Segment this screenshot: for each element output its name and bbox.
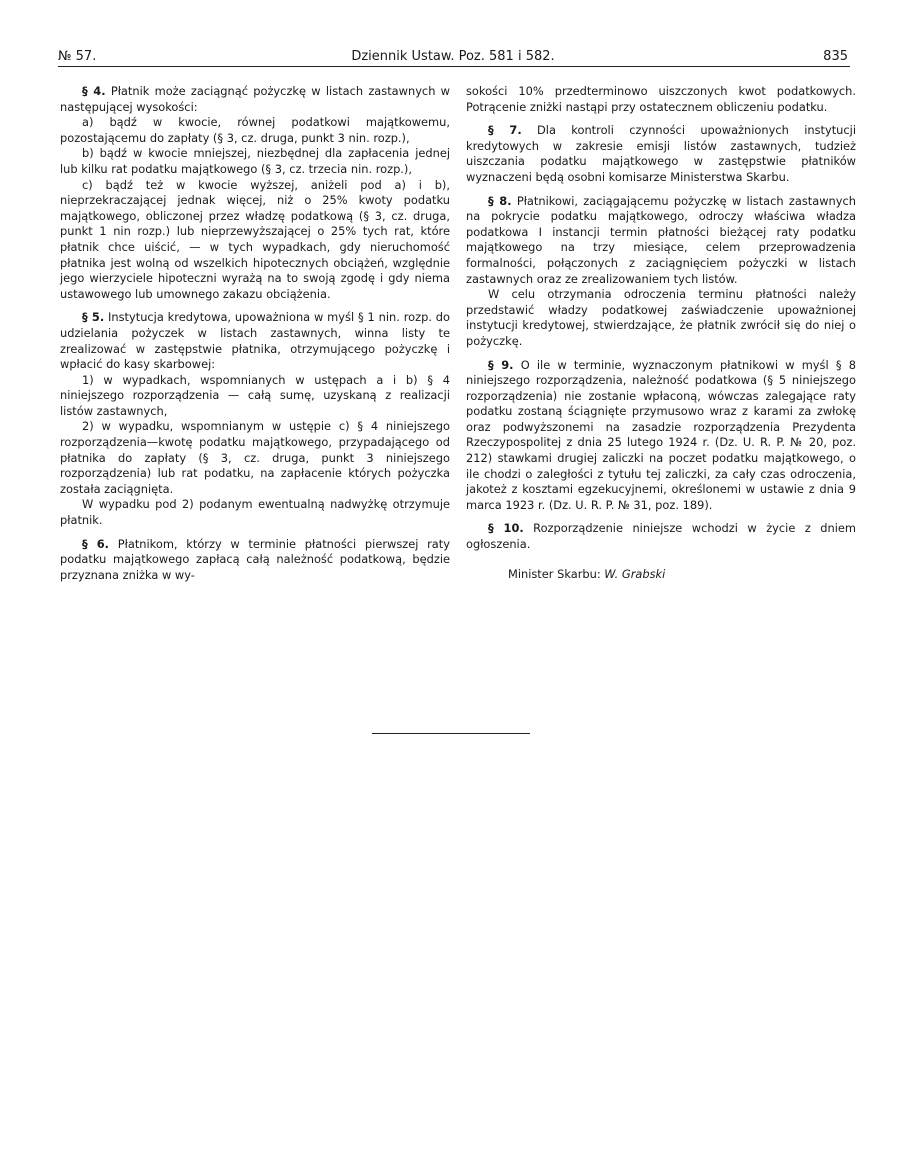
- paragraph-text: Dla kontroli czynności upoważnionych instytucji kredytowych w zakresie emisji listów zastawnych, tudzież uiszczania podatku majątkowego w zastępstwie płatników wyznaczeni będą osobni komisarze Ministerstwa Skarbu.: [466, 123, 856, 184]
- paragraph: [60, 84, 450, 115]
- paragraph-text: c) bądź też w kwocie wyższej, aniżeli pod a) i b), nieprzekraczającej jednak więcej, niż o 25% kwoty podatku majątkowego, obliczonej przez władzę podatkową (§ 3, cz. druga, punkt 1 nin rozp.) lub nieprzewyższającej o 25% tych rat, które płatnik chce uiścić, — w tych wypadkach, gdy nieruchomość płatnika jest wolną od wszelkich hipotecznych obciążeń, względnie jego wierzyciele hipoteczni wyrażą na to swoją zgodę i gdy niema ustawowego lub umownego zakazu obciążenia.: [60, 177, 450, 301]
- signature-label: Minister Skarbu:: [508, 566, 601, 581]
- section-marker: § 9.: [488, 357, 514, 372]
- header-divider: [58, 66, 850, 67]
- paragraph-text: O ile w terminie, wyznaczonym płatnikowi w myśl § 8 niniejszego rozporządzenia, należność podatkowa (§ 5 niniejszego rozporządzenia) nie zostanie wpłaconą, wówczas zalegające raty podatku zostaną ściągnięte przymusowo wraz z karami za zwłokę oraz podwyższonemi na zasadzie rozporządzenia Prezydenta Rzeczypospolitej z dnia 25 lutego 1924 r. (Dz. U. R. P. № 20, poz. 212) stawkami drugiej zaliczki na poczet podatku majątkowego, o ile chodzi o zaległości z tytułu tej zaliczki, za cały czas odroczenia, jakoteż z kosztami egzekucyjnemi, określonemi w ustawie z dnia 9 marca 1923 r. (Dz. U. R. P. № 31, poz. 189).: [466, 357, 856, 512]
- section-marker: § 8.: [488, 193, 512, 208]
- paragraph-text: b) bądź w kwocie mniejszej, niezbędnej dla zapłacenia jednej lub kilku rat podatku majątkowego (§ 3, cz. trzecia nin. rozp.),: [60, 146, 450, 176]
- issue-number: № 57.: [58, 49, 97, 64]
- paragraph: [466, 521, 856, 552]
- right-column: [466, 84, 856, 582]
- paragraph: [466, 287, 856, 349]
- page-number: 835: [823, 49, 848, 64]
- page-header: [58, 47, 848, 67]
- paragraph-text: a) bądź w kwocie, równej podatkowi majątkowemu, pozostającemu do zapłaty (§ 3, cz. druga, punkt 3 nin. rozp.),: [60, 115, 450, 145]
- paragraph-text: W wypadku pod 2) podanym ewentualną nadwyżkę otrzymuje płatnik.: [60, 497, 450, 528]
- paragraph: [60, 310, 450, 372]
- paragraph-text: Rozporządzenie niniejsze wchodzi w życie z dniem ogłoszenia.: [466, 521, 856, 552]
- paragraph-text: Instytucja kredytowa, upoważniona w myśl § 1 nin. rozp. do udzielania pożyczek w listach zastawnych, winna listy te zrealizować w zastępstwie płatnika, otrzymującego pożyczkę i wpłacić do kasy skarbowej:: [60, 310, 450, 372]
- paragraph: [466, 84, 856, 115]
- paragraph-text: Płatnikowi, zaciągającemu pożyczkę w listach zastawnych na pokrycie podatku majątkowego, odroczy właściwa władza podatkowa I instancji termin płatności bieżącej raty podatku majątkowego na trzy miesiące, celem przeprowadzenia formalności, połączonych z zaciągnięciem pożyczki w listach zastawnych oraz ze zrealizowaniem tych listów.: [466, 193, 856, 286]
- paragraph-text: sokości 10% przedterminowo uiszczonych kwot podatkowych. Potrącenie zniżki nastąpi przy ostatecznem obliczeniu podatku.: [466, 84, 856, 114]
- section-marker: § 4.: [82, 84, 106, 98]
- paragraph: [60, 537, 450, 584]
- section-marker: § 7.: [488, 123, 522, 138]
- paragraph-text: 1) w wypadkach, wspomnianych w ustępach a i b) § 4 niniejszego rozporządzenia — całą sumę, uzyskaną z realizacji listów zastawnych,: [60, 372, 450, 418]
- paragraph-text: W celu otrzymania odroczenia terminu płatności należy przedstawić władzy podatkowej zaświadczenie upoważnionej instytucji kredytowej, stwierdzające, że płatnik zwrócił się do niej o pożyczkę.: [466, 287, 856, 348]
- section-marker: § 5.: [82, 310, 105, 325]
- paragraph: [60, 497, 450, 528]
- paragraph: [466, 194, 856, 288]
- left-column: [60, 84, 450, 583]
- paragraph-text: Płatnikom, którzy w terminie płatności pierwszej raty podatku majątkowego zapłacą całą należność podatkową, będzie przyznana zniżka w wy-: [60, 536, 450, 582]
- journal-title: Dziennik Ustaw. Poz. 581 i 582.: [351, 49, 555, 64]
- closing-divider: [372, 733, 530, 734]
- paragraph: [60, 373, 450, 420]
- paragraph-text: 2) w wypadku, wspomnianym w ustępie c) § 4 niniejszego rozporządzenia—kwotę podatku majątkowego, przypadającego od płatnika do zapłaty (§ 3, cz. druga, punkt 3 niniejszego rozporządzenia) lub rat podatku, na zapłacenie których pożyczka została zaciągnięta.: [60, 419, 450, 496]
- paragraph-text: Płatnik może zaciągnąć pożyczkę w listach zastawnych w następującej wysokości:: [60, 84, 450, 114]
- paragraph: [60, 115, 450, 146]
- signature: [466, 567, 856, 583]
- paragraph: [60, 178, 450, 303]
- paragraph: [60, 146, 450, 177]
- section-marker: § 10.: [488, 521, 524, 536]
- signature-name: W. Grabski: [604, 566, 666, 581]
- paragraph: [60, 419, 450, 497]
- section-marker: § 6.: [82, 536, 110, 551]
- paragraph: [466, 123, 856, 185]
- paragraph: [466, 358, 856, 514]
